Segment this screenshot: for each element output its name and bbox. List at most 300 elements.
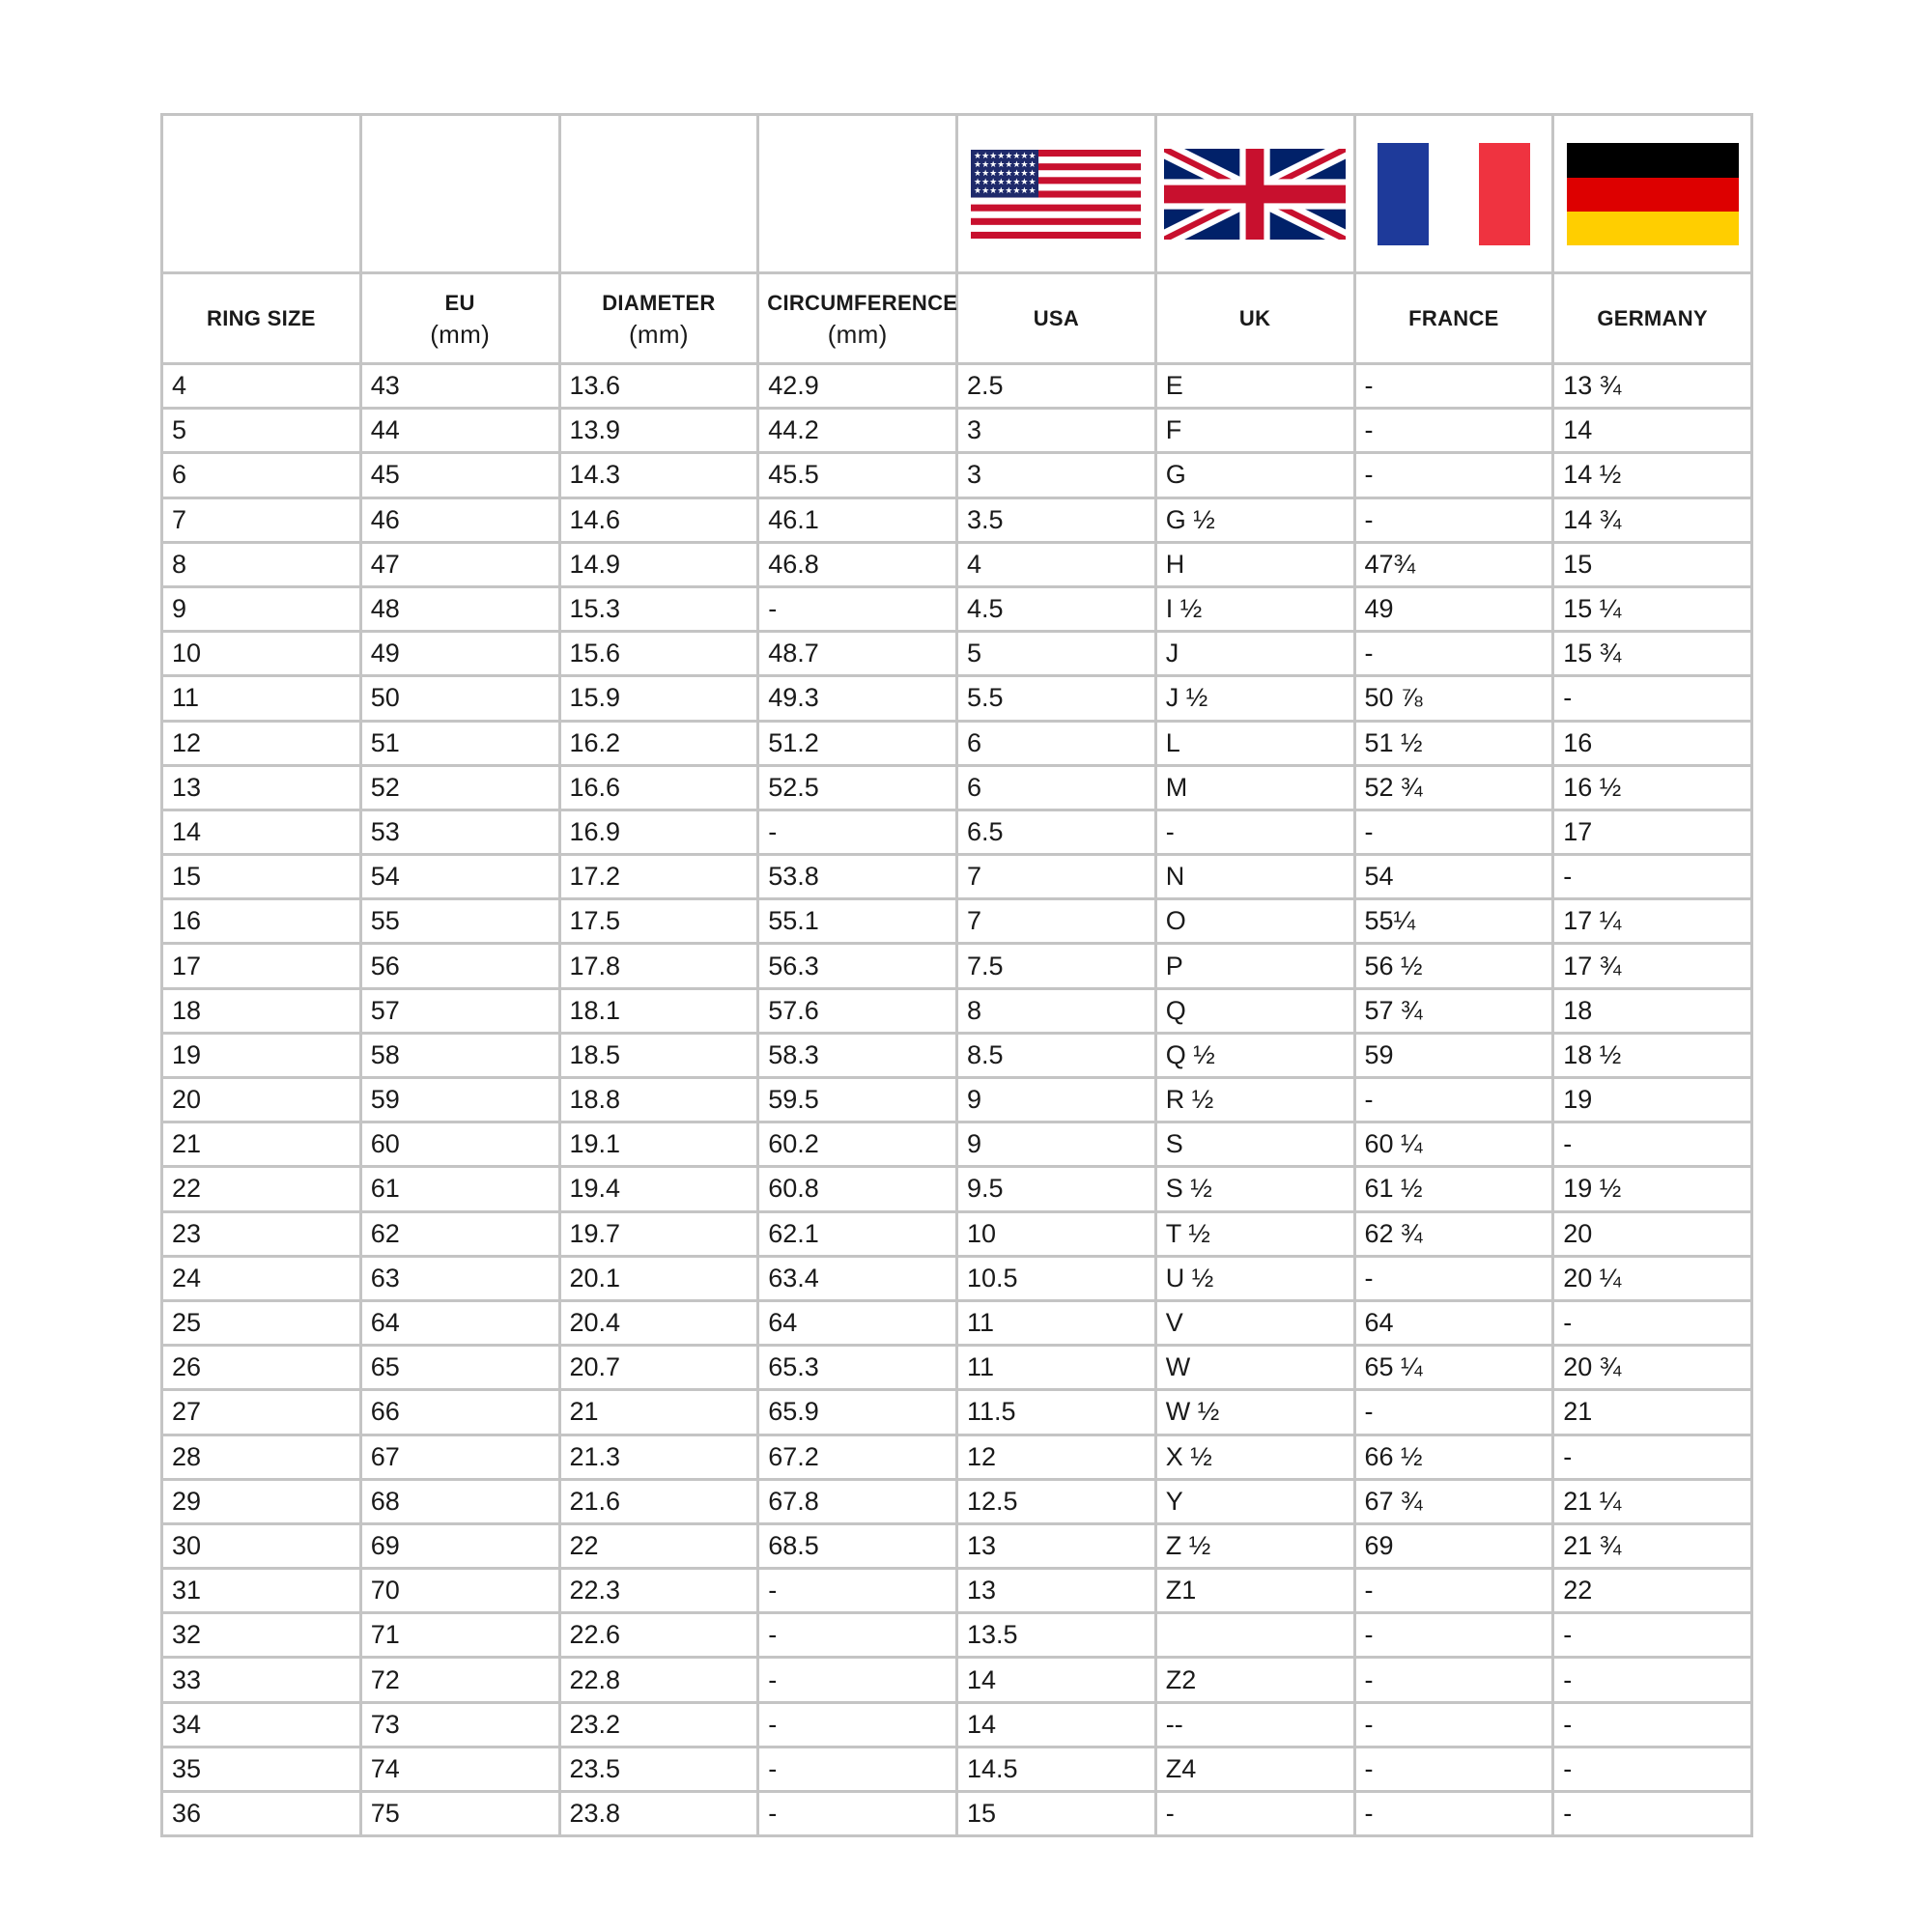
table-body	[162, 364, 1752, 1836]
table-row	[162, 1792, 1752, 1836]
cell-germany: 17 ¾	[1553, 944, 1752, 988]
cell-diameter: 19.1	[559, 1122, 758, 1167]
cell-usa: 13	[957, 1569, 1156, 1613]
table-row	[162, 1569, 1752, 1613]
cell-circumference: 67.2	[758, 1435, 957, 1479]
cell-eu: 57	[360, 988, 559, 1033]
cell-uk: O	[1155, 899, 1354, 944]
cell-france: 47¾	[1354, 542, 1553, 586]
cell-france: 65 ¼	[1354, 1346, 1553, 1390]
table-row	[162, 899, 1752, 944]
cell-ring-size: 31	[162, 1569, 361, 1613]
cell-circumference: 60.2	[758, 1122, 957, 1167]
table-row	[162, 810, 1752, 854]
cell-eu: 72	[360, 1658, 559, 1702]
table-row	[162, 1523, 1752, 1568]
cell-diameter: 14.3	[559, 453, 758, 497]
cell-ring-size: 36	[162, 1792, 361, 1836]
header-label: RING SIZE	[207, 305, 316, 330]
cell-eu: 64	[360, 1300, 559, 1345]
empty-header-cell	[758, 115, 957, 273]
cell-diameter: 22.8	[559, 1658, 758, 1702]
cell-ring-size: 27	[162, 1390, 361, 1435]
cell-eu: 52	[360, 765, 559, 810]
cell-usa: 7	[957, 855, 1156, 899]
table-row	[162, 1702, 1752, 1747]
cell-diameter: 17.8	[559, 944, 758, 988]
cell-uk: S ½	[1155, 1167, 1354, 1211]
cell-ring-size: 26	[162, 1346, 361, 1390]
cell-diameter: 14.9	[559, 542, 758, 586]
cell-eu: 65	[360, 1346, 559, 1390]
cell-germany: 17	[1553, 810, 1752, 854]
table-row	[162, 676, 1752, 721]
header-eu	[360, 273, 559, 364]
france-flag-cell	[1354, 115, 1553, 273]
cell-germany: 16	[1553, 721, 1752, 765]
cell-usa: 7	[957, 899, 1156, 944]
cell-eu: 44	[360, 409, 559, 453]
cell-france: 49	[1354, 586, 1553, 631]
cell-usa: 3	[957, 409, 1156, 453]
cell-diameter: 21.6	[559, 1479, 758, 1523]
cell-ring-size: 16	[162, 899, 361, 944]
cell-usa: 14	[957, 1658, 1156, 1702]
cell-eu: 66	[360, 1390, 559, 1435]
cell-eu: 69	[360, 1523, 559, 1568]
cell-circumference: 68.5	[758, 1523, 957, 1568]
cell-uk: R ½	[1155, 1078, 1354, 1122]
cell-germany: -	[1553, 1300, 1752, 1345]
cell-uk: U ½	[1155, 1256, 1354, 1300]
table-row	[162, 1033, 1752, 1077]
cell-uk: W	[1155, 1346, 1354, 1390]
header-label: FRANCE	[1408, 305, 1499, 330]
cell-ring-size: 24	[162, 1256, 361, 1300]
cell-uk: Z ½	[1155, 1523, 1354, 1568]
table-row	[162, 1435, 1752, 1479]
cell-ring-size: 20	[162, 1078, 361, 1122]
cell-france: -	[1354, 632, 1553, 676]
cell-eu: 43	[360, 364, 559, 409]
cell-uk: M	[1155, 765, 1354, 810]
table-row	[162, 542, 1752, 586]
table-row	[162, 765, 1752, 810]
cell-france: -	[1354, 364, 1553, 409]
cell-diameter: 13.6	[559, 364, 758, 409]
cell-eu: 55	[360, 899, 559, 944]
cell-eu: 46	[360, 497, 559, 542]
cell-circumference: 64	[758, 1300, 957, 1345]
cell-circumference: -	[758, 1702, 957, 1747]
cell-eu: 53	[360, 810, 559, 854]
cell-diameter: 16.6	[559, 765, 758, 810]
header-france	[1354, 273, 1553, 364]
cell-uk: P	[1155, 944, 1354, 988]
cell-diameter: 16.9	[559, 810, 758, 854]
table-row	[162, 944, 1752, 988]
cell-uk: Y	[1155, 1479, 1354, 1523]
cell-circumference: -	[758, 1569, 957, 1613]
cell-france: 67 ¾	[1354, 1479, 1553, 1523]
cell-circumference: 49.3	[758, 676, 957, 721]
table-row	[162, 586, 1752, 631]
cell-france: 52 ¾	[1354, 765, 1553, 810]
cell-usa: 6	[957, 721, 1156, 765]
table-row	[162, 1300, 1752, 1345]
cell-germany: 15 ¾	[1553, 632, 1752, 676]
cell-france: -	[1354, 1658, 1553, 1702]
cell-circumference: 48.7	[758, 632, 957, 676]
cell-diameter: 23.8	[559, 1792, 758, 1836]
cell-germany: 16 ½	[1553, 765, 1752, 810]
cell-eu: 71	[360, 1613, 559, 1658]
cell-ring-size: 28	[162, 1435, 361, 1479]
cell-germany: 14	[1553, 409, 1752, 453]
cell-france: 50 ⅞	[1354, 676, 1553, 721]
cell-ring-size: 29	[162, 1479, 361, 1523]
cell-eu: 49	[360, 632, 559, 676]
cell-circumference: 62.1	[758, 1211, 957, 1256]
cell-germany: 15	[1553, 542, 1752, 586]
empty-header-cell	[360, 115, 559, 273]
cell-usa: 4	[957, 542, 1156, 586]
table-row	[162, 1211, 1752, 1256]
column-header-row	[162, 273, 1752, 364]
france-flag-icon	[1378, 143, 1530, 245]
cell-france: 57 ¾	[1354, 988, 1553, 1033]
cell-france: 64	[1354, 1300, 1553, 1345]
cell-circumference: 58.3	[758, 1033, 957, 1077]
cell-uk: Z4	[1155, 1747, 1354, 1791]
cell-circumference: 59.5	[758, 1078, 957, 1122]
cell-france: 51 ½	[1354, 721, 1553, 765]
cell-diameter: 17.2	[559, 855, 758, 899]
cell-uk: S	[1155, 1122, 1354, 1167]
cell-eu: 59	[360, 1078, 559, 1122]
cell-usa: 12.5	[957, 1479, 1156, 1523]
cell-diameter: 23.5	[559, 1747, 758, 1791]
cell-uk: E	[1155, 364, 1354, 409]
cell-ring-size: 25	[162, 1300, 361, 1345]
cell-uk: Z2	[1155, 1658, 1354, 1702]
cell-diameter: 22	[559, 1523, 758, 1568]
cell-germany: 15 ¼	[1553, 586, 1752, 631]
cell-ring-size: 11	[162, 676, 361, 721]
cell-diameter: 21.3	[559, 1435, 758, 1479]
cell-usa: 12	[957, 1435, 1156, 1479]
cell-circumference: -	[758, 1747, 957, 1791]
cell-uk: Q ½	[1155, 1033, 1354, 1077]
cell-france: -	[1354, 497, 1553, 542]
cell-eu: 45	[360, 453, 559, 497]
cell-uk: N	[1155, 855, 1354, 899]
cell-usa: 2.5	[957, 364, 1156, 409]
table-row	[162, 855, 1752, 899]
header-label: CIRCUMFERENCE	[767, 290, 958, 315]
cell-france: -	[1354, 409, 1553, 453]
cell-circumference: -	[758, 1658, 957, 1702]
cell-diameter: 15.3	[559, 586, 758, 631]
cell-germany: 17 ¼	[1553, 899, 1752, 944]
cell-eu: 70	[360, 1569, 559, 1613]
germany-flag-icon	[1567, 143, 1739, 245]
cell-germany: 14 ¾	[1553, 497, 1752, 542]
cell-germany: 18 ½	[1553, 1033, 1752, 1077]
cell-france: -	[1354, 1702, 1553, 1747]
cell-diameter: 19.4	[559, 1167, 758, 1211]
germany-flag-cell	[1553, 115, 1752, 273]
cell-circumference: 67.8	[758, 1479, 957, 1523]
empty-header-cell	[559, 115, 758, 273]
cell-circumference: 51.2	[758, 721, 957, 765]
table-row	[162, 364, 1752, 409]
cell-diameter: 19.7	[559, 1211, 758, 1256]
cell-germany: -	[1553, 1702, 1752, 1747]
table-row	[162, 453, 1752, 497]
svg-text:★★★★★★★★: ★★★★★★★★	[974, 159, 1037, 170]
cell-ring-size: 12	[162, 721, 361, 765]
cell-uk: V	[1155, 1300, 1354, 1345]
ring-size-chart	[160, 113, 1750, 1837]
cell-diameter: 20.4	[559, 1300, 758, 1345]
cell-usa: 3.5	[957, 497, 1156, 542]
cell-eu: 48	[360, 586, 559, 631]
cell-germany: -	[1553, 855, 1752, 899]
cell-france: 66 ½	[1354, 1435, 1553, 1479]
cell-germany: 20 ¼	[1553, 1256, 1752, 1300]
cell-eu: 73	[360, 1702, 559, 1747]
cell-usa: 9	[957, 1078, 1156, 1122]
table-row	[162, 1613, 1752, 1658]
cell-ring-size: 35	[162, 1747, 361, 1791]
cell-ring-size: 15	[162, 855, 361, 899]
table-row	[162, 1479, 1752, 1523]
cell-usa: 11.5	[957, 1390, 1156, 1435]
cell-usa: 5.5	[957, 676, 1156, 721]
cell-france: -	[1354, 1256, 1553, 1300]
cell-circumference: 65.9	[758, 1390, 957, 1435]
header-label: GERMANY	[1597, 305, 1708, 330]
cell-france: -	[1354, 810, 1553, 854]
cell-uk: W ½	[1155, 1390, 1354, 1435]
table-row	[162, 1747, 1752, 1791]
cell-eu: 67	[360, 1435, 559, 1479]
cell-usa: 11	[957, 1300, 1156, 1345]
cell-germany: 19 ½	[1553, 1167, 1752, 1211]
cell-france: -	[1354, 1390, 1553, 1435]
cell-diameter: 15.6	[559, 632, 758, 676]
cell-circumference: 42.9	[758, 364, 957, 409]
cell-diameter: 20.1	[559, 1256, 758, 1300]
cell-uk: -	[1155, 1792, 1354, 1836]
cell-eu: 50	[360, 676, 559, 721]
header-uk	[1155, 273, 1354, 364]
header-ring-size	[162, 273, 361, 364]
cell-france: 54	[1354, 855, 1553, 899]
cell-ring-size: 5	[162, 409, 361, 453]
cell-eu: 47	[360, 542, 559, 586]
cell-eu: 60	[360, 1122, 559, 1167]
table-row	[162, 1122, 1752, 1167]
cell-ring-size: 9	[162, 586, 361, 631]
cell-circumference: 46.1	[758, 497, 957, 542]
cell-germany: -	[1553, 1435, 1752, 1479]
cell-usa: 6.5	[957, 810, 1156, 854]
cell-usa: 10.5	[957, 1256, 1156, 1300]
cell-circumference: 53.8	[758, 855, 957, 899]
usa-flag-cell	[957, 115, 1156, 273]
cell-usa: 10	[957, 1211, 1156, 1256]
cell-diameter: 13.9	[559, 409, 758, 453]
cell-circumference: 65.3	[758, 1346, 957, 1390]
cell-uk: G ½	[1155, 497, 1354, 542]
cell-usa: 13	[957, 1523, 1156, 1568]
header-label: DIAMETER	[602, 290, 716, 315]
cell-ring-size: 7	[162, 497, 361, 542]
cell-usa: 15	[957, 1792, 1156, 1836]
table-row	[162, 721, 1752, 765]
cell-germany: 18	[1553, 988, 1752, 1033]
cell-circumference: -	[758, 810, 957, 854]
cell-usa: 14.5	[957, 1747, 1156, 1791]
cell-usa: 6	[957, 765, 1156, 810]
cell-germany: 13 ¾	[1553, 364, 1752, 409]
cell-diameter: 14.6	[559, 497, 758, 542]
cell-ring-size: 33	[162, 1658, 361, 1702]
cell-germany: 19	[1553, 1078, 1752, 1122]
cell-uk	[1155, 1613, 1354, 1658]
cell-ring-size: 6	[162, 453, 361, 497]
cell-usa: 14	[957, 1702, 1156, 1747]
cell-uk: H	[1155, 542, 1354, 586]
flag-row	[162, 115, 1752, 273]
cell-germany: 14 ½	[1553, 453, 1752, 497]
cell-france: 60 ¼	[1354, 1122, 1553, 1167]
header-diameter	[559, 273, 758, 364]
svg-text:★★★★★★★★: ★★★★★★★★	[974, 177, 1037, 187]
cell-diameter: 18.8	[559, 1078, 758, 1122]
cell-germany: 20	[1553, 1211, 1752, 1256]
cell-uk: X ½	[1155, 1435, 1354, 1479]
cell-diameter: 23.2	[559, 1702, 758, 1747]
cell-diameter: 18.5	[559, 1033, 758, 1077]
cell-germany: 21	[1553, 1390, 1752, 1435]
table-row	[162, 1390, 1752, 1435]
cell-france: -	[1354, 1569, 1553, 1613]
cell-germany: 22	[1553, 1569, 1752, 1613]
cell-france: 56 ½	[1354, 944, 1553, 988]
cell-uk: F	[1155, 409, 1354, 453]
cell-ring-size: 22	[162, 1167, 361, 1211]
cell-usa: 8.5	[957, 1033, 1156, 1077]
cell-uk: L	[1155, 721, 1354, 765]
cell-ring-size: 32	[162, 1613, 361, 1658]
header-label: UK	[1238, 305, 1271, 330]
cell-eu: 63	[360, 1256, 559, 1300]
header-unit: (mm)	[628, 319, 689, 349]
cell-france: 55¼	[1354, 899, 1553, 944]
svg-text:★★★★★★★★: ★★★★★★★★	[974, 151, 1037, 161]
cell-circumference: -	[758, 586, 957, 631]
cell-ring-size: 18	[162, 988, 361, 1033]
cell-usa: 4.5	[957, 586, 1156, 631]
cell-diameter: 15.9	[559, 676, 758, 721]
cell-eu: 56	[360, 944, 559, 988]
cell-germany: 20 ¾	[1553, 1346, 1752, 1390]
cell-ring-size: 21	[162, 1122, 361, 1167]
header-unit: (mm)	[430, 319, 491, 349]
cell-circumference: 63.4	[758, 1256, 957, 1300]
cell-uk: -	[1155, 810, 1354, 854]
cell-france: -	[1354, 453, 1553, 497]
svg-text:★★★★★★★★: ★★★★★★★★	[974, 185, 1037, 196]
cell-eu: 61	[360, 1167, 559, 1211]
table-row	[162, 497, 1752, 542]
header-circumference	[758, 273, 957, 364]
cell-germany: 21 ¼	[1553, 1479, 1752, 1523]
cell-circumference: 55.1	[758, 899, 957, 944]
cell-circumference: 45.5	[758, 453, 957, 497]
cell-circumference: 60.8	[758, 1167, 957, 1211]
cell-uk: J ½	[1155, 676, 1354, 721]
cell-usa: 9.5	[957, 1167, 1156, 1211]
cell-ring-size: 30	[162, 1523, 361, 1568]
empty-header-cell	[162, 115, 361, 273]
table-row	[162, 409, 1752, 453]
cell-france: -	[1354, 1078, 1553, 1122]
cell-germany: -	[1553, 1122, 1752, 1167]
cell-france: 61 ½	[1354, 1167, 1553, 1211]
cell-diameter: 16.2	[559, 721, 758, 765]
cell-ring-size: 14	[162, 810, 361, 854]
cell-ring-size: 4	[162, 364, 361, 409]
cell-diameter: 18.1	[559, 988, 758, 1033]
cell-eu: 58	[360, 1033, 559, 1077]
uk-flag-icon	[1164, 149, 1346, 240]
table-row	[162, 1256, 1752, 1300]
cell-france: 59	[1354, 1033, 1553, 1077]
cell-germany: -	[1553, 1792, 1752, 1836]
header-germany	[1553, 273, 1752, 364]
cell-diameter: 21	[559, 1390, 758, 1435]
cell-circumference: -	[758, 1613, 957, 1658]
header-label: USA	[1033, 305, 1080, 330]
cell-usa: 13.5	[957, 1613, 1156, 1658]
cell-eu: 74	[360, 1747, 559, 1791]
header-usa	[957, 273, 1156, 364]
table-row	[162, 1167, 1752, 1211]
table-row	[162, 1658, 1752, 1702]
cell-uk: Q	[1155, 988, 1354, 1033]
cell-ring-size: 34	[162, 1702, 361, 1747]
cell-eu: 62	[360, 1211, 559, 1256]
cell-germany: -	[1553, 1658, 1752, 1702]
cell-circumference: 56.3	[758, 944, 957, 988]
cell-france: -	[1354, 1747, 1553, 1791]
cell-diameter: 22.3	[559, 1569, 758, 1613]
cell-circumference: -	[758, 1792, 957, 1836]
cell-ring-size: 23	[162, 1211, 361, 1256]
cell-uk: I ½	[1155, 586, 1354, 631]
cell-eu: 75	[360, 1792, 559, 1836]
cell-germany: -	[1553, 676, 1752, 721]
cell-ring-size: 8	[162, 542, 361, 586]
cell-germany: -	[1553, 1747, 1752, 1791]
cell-ring-size: 13	[162, 765, 361, 810]
svg-text:★★★★★★★★: ★★★★★★★★	[974, 168, 1037, 179]
cell-eu: 68	[360, 1479, 559, 1523]
